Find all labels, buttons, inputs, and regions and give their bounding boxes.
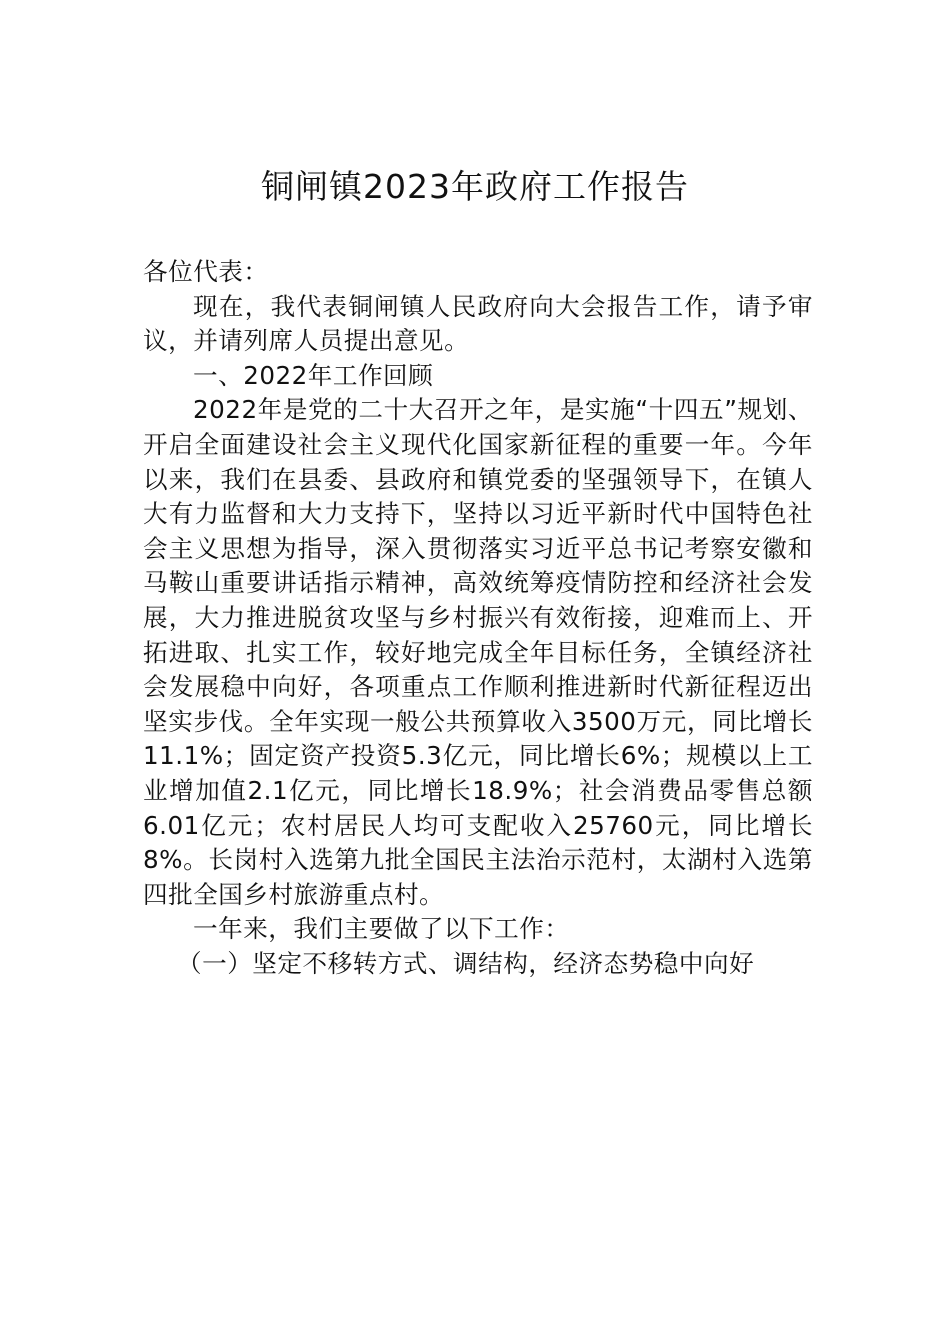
opening-paragraph: 现在，我代表铜闸镇人民政府向大会报告工作，请予审议，并请列席人员提出意见。 <box>143 291 813 356</box>
document-title: 铜闸镇2023年政府工作报告 <box>261 167 689 206</box>
subsection-heading: （一）坚定不移转方式、调结构，经济态势稳中向好 <box>177 948 755 978</box>
work-intro-paragraph: 一年来，我们主要做了以下工作： <box>193 914 570 944</box>
document-body <box>143 255 813 981</box>
salutation: 各位代表： <box>143 257 269 286</box>
review-paragraph: 2022年是党的二十大召开之年，是实施“十四五”规划、开启全面建设社会主义现代化国家新征程的重要一年。今年以来，我们在县委、县政府和镇党委的坚强领导下，在镇人大有力监督和大力支持下，坚持以习近平新时代中国特色社会主义思想为指导，深入贯彻落实习近平总书记考察安徽和马鞍山重要讲话指示精神，高效统筹疫情防控和经济社会发展，大力推进脱贫攻坚与乡村振兴有效衔接，迎难而上、开拓进取、扎实工作，较好地完成全年目标任务，全镇经济社会发展稳中向好，各项重点工作顺利推进新时代新征程迈出坚实步伐。全年实现一般公共预算收入3500万元，同比增长11.1%；固定资产投资5.3亿元，同比增长6%；规模以上工业增加值2.1亿元，同比增长18.9%；社会消费品零售总额6.01亿元；农村居民人均可支配收入25760元，同比增长8%。长岗村入选第九批全国民主法治示范村，太湖村入选第四批全国乡村旅游重点村。 <box>143 395 813 909</box>
section-heading: 一、2022年工作回顾 <box>193 360 434 390</box>
